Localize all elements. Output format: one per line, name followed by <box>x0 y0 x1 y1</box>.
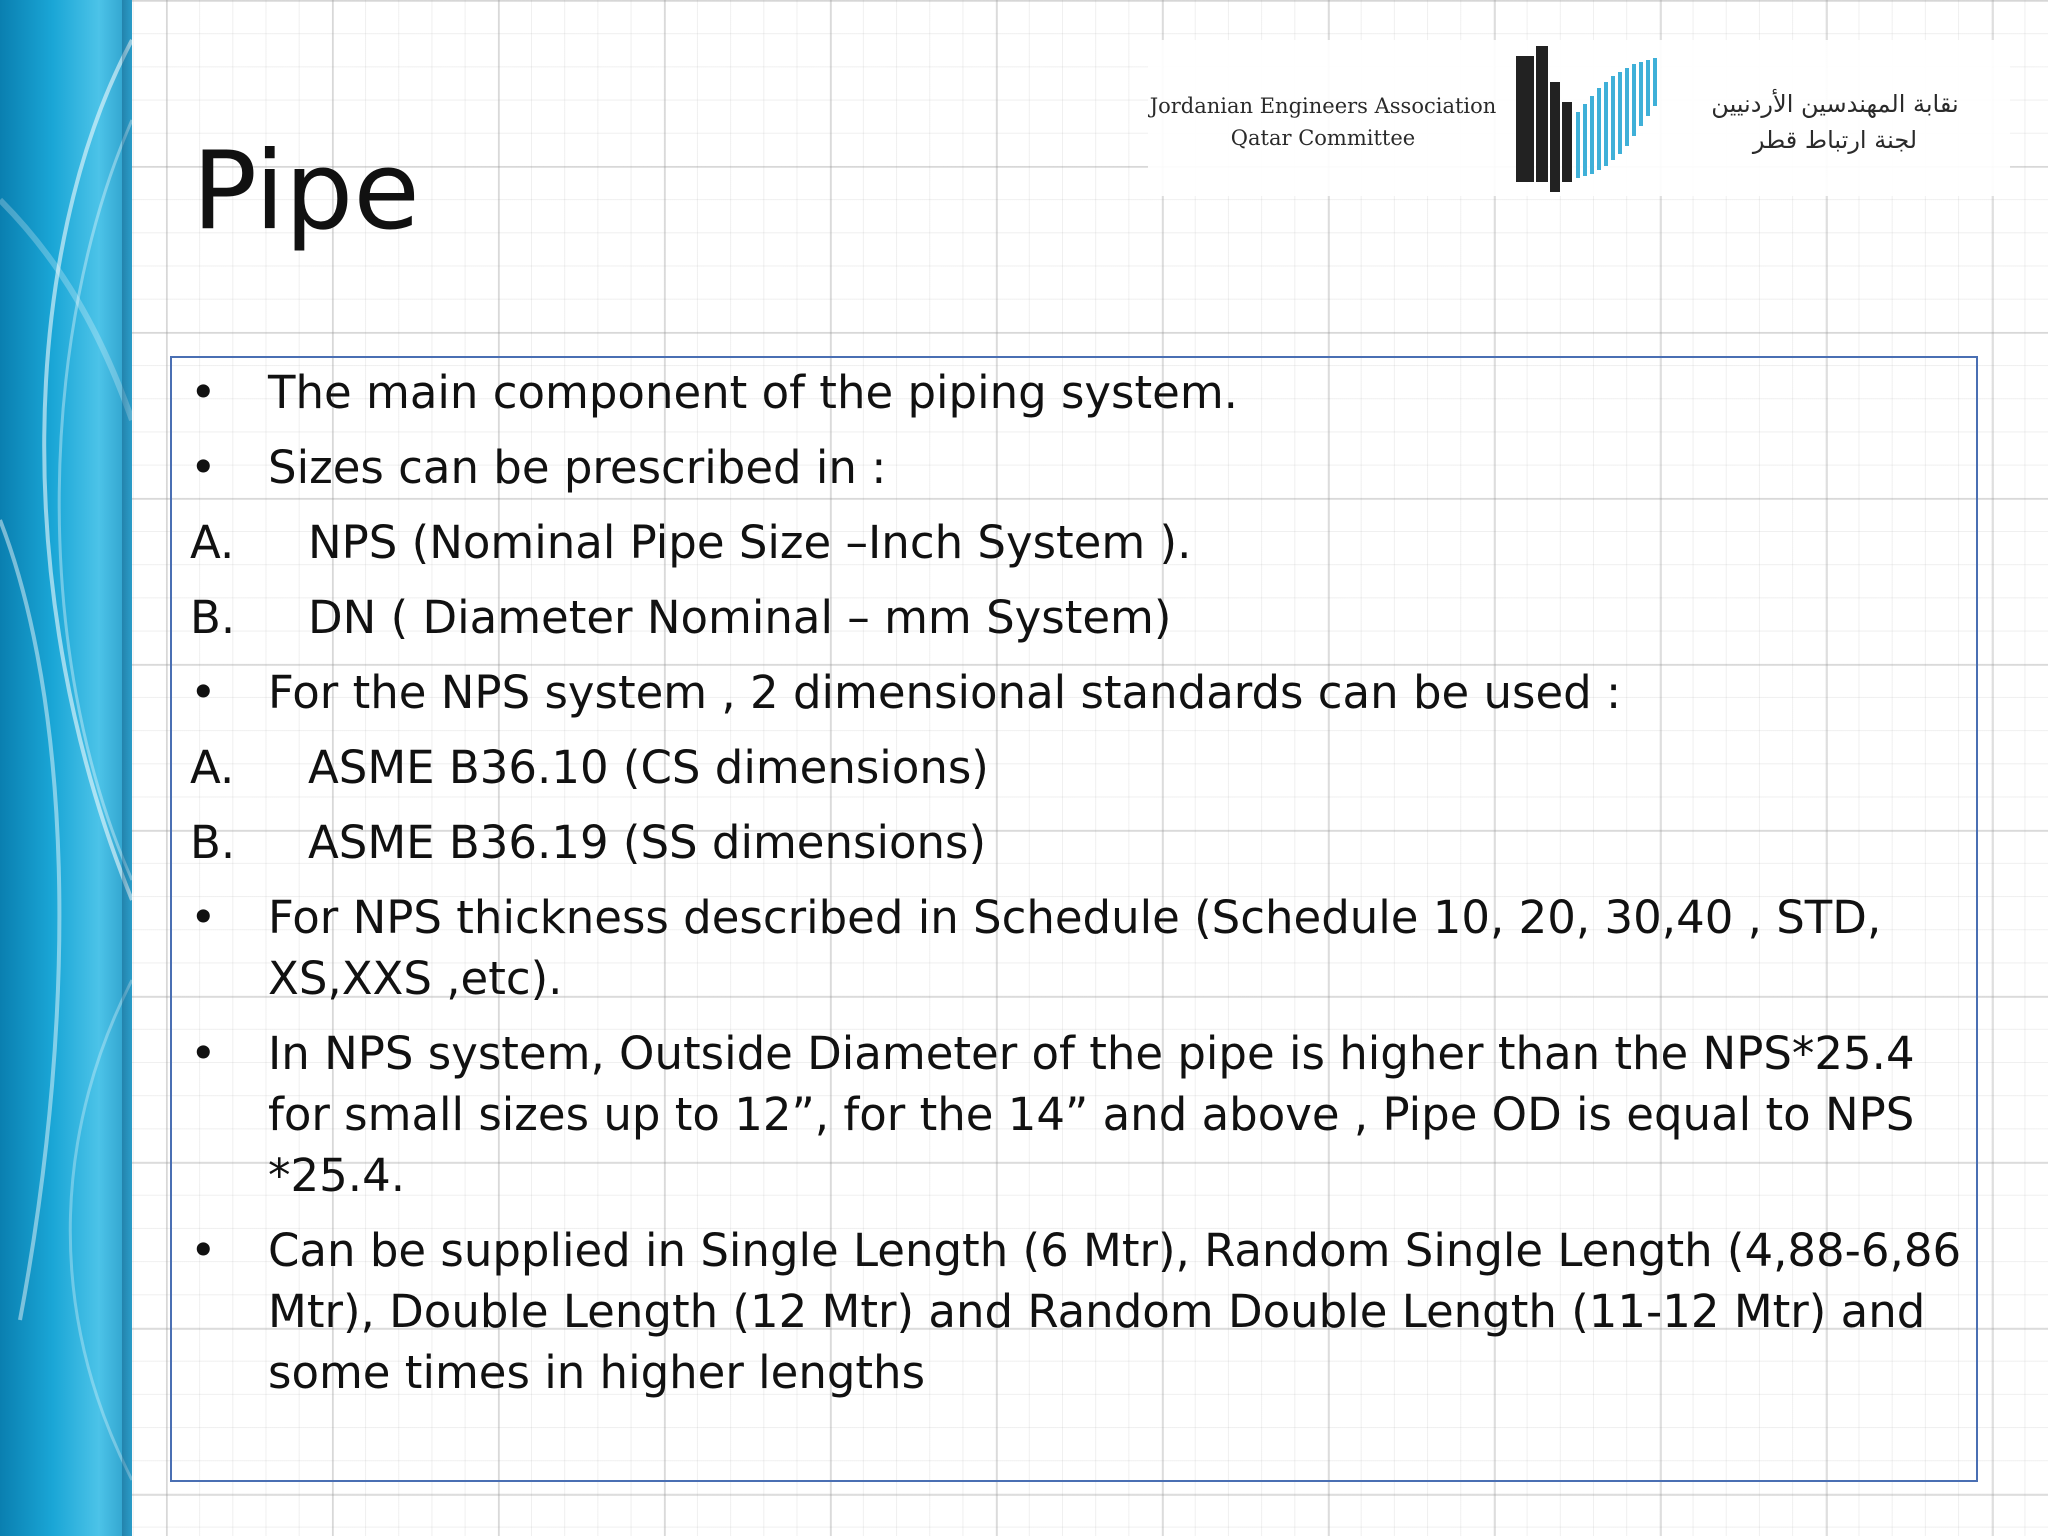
bullet-list <box>190 362 1970 1417</box>
list-item <box>190 887 1970 1009</box>
decorative-side-band <box>0 0 132 1536</box>
list-item-text: DN ( Diameter Nominal – mm System) <box>308 591 1172 644</box>
list-item <box>190 512 1970 573</box>
list-item-text: In NPS system, Outside Diameter of the pipe is higher than the NPS*25.4 for small sizes up to 12”, for the 14” and above , Pipe OD is equal to NPS *25.4. <box>268 1027 1915 1202</box>
logo-english-text <box>1148 90 1498 154</box>
list-item <box>190 737 1970 798</box>
logo-en-line2: Qatar Committee <box>1230 126 1416 150</box>
list-item <box>190 662 1970 723</box>
list-item <box>190 812 1970 873</box>
list-item <box>190 437 1970 498</box>
bullet-marker: • <box>190 891 217 944</box>
letter-marker: A. <box>190 741 235 794</box>
list-item-text: Sizes can be prescribed in : <box>268 441 887 494</box>
bullet-marker: • <box>190 441 217 494</box>
swirl-decoration <box>0 0 132 1536</box>
list-item-text: ASME B36.10 (CS dimensions) <box>308 741 989 794</box>
bullet-marker: • <box>190 666 217 719</box>
list-item-text: For NPS thickness described in Schedule (Schedule 10, 20, 30,40 , STD, XS,XXS ,etc). <box>268 891 1882 1005</box>
letter-marker: A. <box>190 516 235 569</box>
association-logo <box>1148 40 2010 196</box>
logo-ar-line1: نقابة المهندسين الأردنيين <box>1711 90 1959 118</box>
list-item-text: For the NPS system , 2 dimensional standards can be used : <box>268 666 1622 719</box>
slide-title: Pipe <box>192 129 420 254</box>
list-item-text: NPS (Nominal Pipe Size –Inch System ). <box>308 516 1192 569</box>
list-item-text: The main component of the piping system. <box>268 366 1238 419</box>
list-item-text: Can be supplied in Single Length (6 Mtr), Random Single Length (4,88-6,86 Mtr), Double Length (12 Mtr) and Random Double Length (11-12 Mtr) and some times in higher lengths <box>268 1224 1962 1399</box>
logo-emblem-icon <box>1510 42 1668 192</box>
list-item <box>190 1023 1970 1206</box>
band-shadow <box>122 0 132 1536</box>
logo-arabic-text <box>1670 86 2000 158</box>
bullet-marker: • <box>190 1027 217 1080</box>
letter-marker: B. <box>190 816 236 869</box>
logo-ar-line2: لجنة ارتباط قطر <box>1752 126 1918 154</box>
list-item <box>190 1220 1970 1403</box>
list-item <box>190 587 1970 648</box>
bullet-marker: • <box>190 1224 217 1277</box>
list-item-text: ASME B36.19 (SS dimensions) <box>308 816 987 869</box>
letter-marker: B. <box>190 591 236 644</box>
logo-en-line1: Jordanian Engineers Association <box>1149 94 1497 118</box>
bullet-marker: • <box>190 366 217 419</box>
list-item <box>190 362 1970 423</box>
